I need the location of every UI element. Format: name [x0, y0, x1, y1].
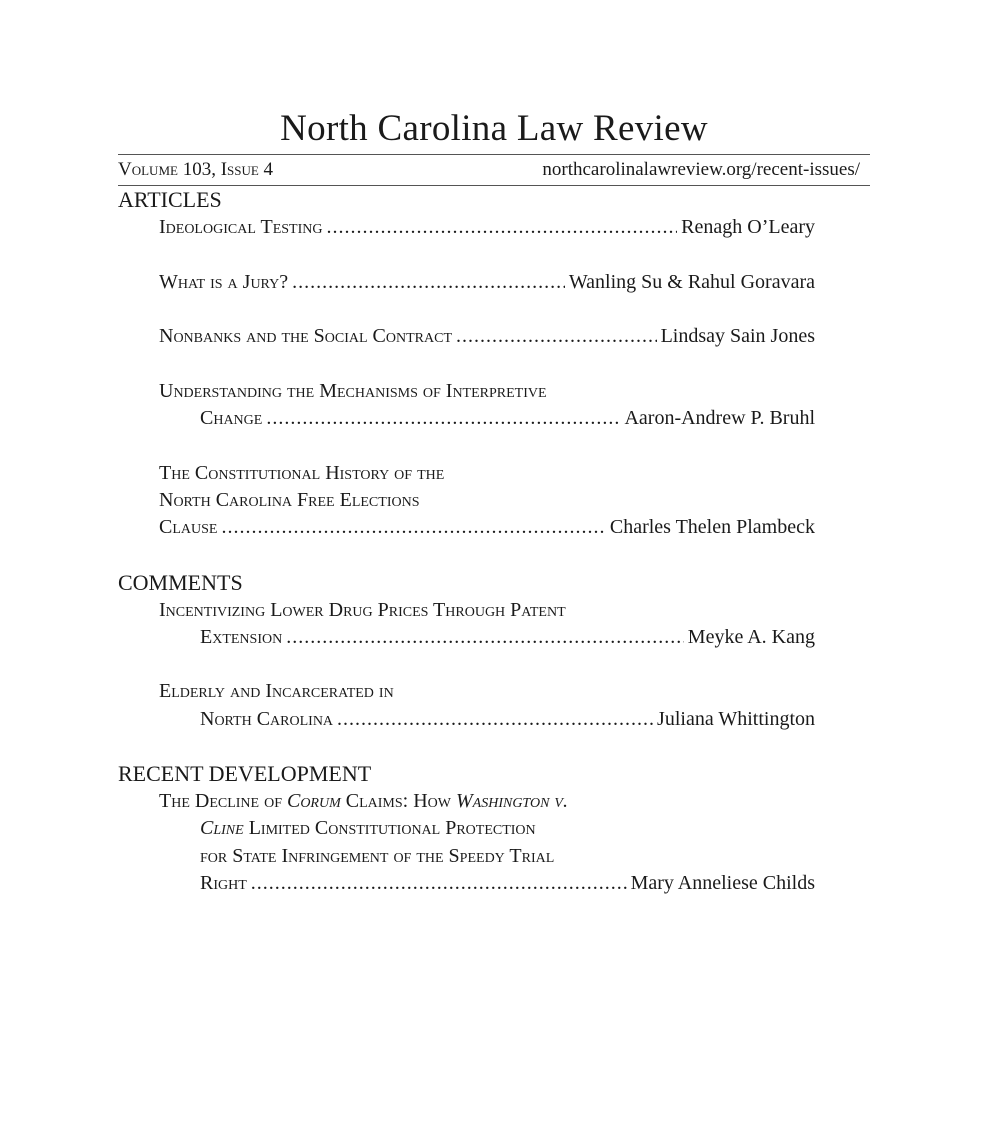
article-author: Meyke A. Kang — [687, 625, 815, 648]
dot-leader — [251, 870, 627, 897]
article-title-line: North Carolina Free Elections — [159, 488, 420, 511]
volume-issue: Volume 103, Issue 4 — [118, 159, 274, 180]
dot-leader — [327, 214, 678, 241]
section-heading-articles: ARTICLES — [118, 187, 222, 212]
dot-leader — [337, 706, 653, 733]
article-title-line: Understanding the Mechanisms of Interpretive — [159, 379, 547, 402]
article-author: Lindsay Sain Jones — [660, 325, 815, 348]
issue-url[interactable]: northcarolinalawreview.org/recent-issues/ — [542, 159, 860, 180]
table-of-contents-page — [118, 104, 870, 897]
article-title-line: Cline Limited Constitutional Protection — [200, 817, 536, 840]
article-title: Change — [200, 407, 263, 430]
article-title: Ideological Testing — [159, 216, 323, 238]
toc-entry-line — [159, 323, 815, 350]
article-title: Nonbanks and the Social Contract — [159, 325, 453, 348]
toc-entry[interactable] — [159, 788, 815, 897]
issue-meta-row — [118, 155, 870, 185]
section-heading-recent-development: RECENT DEVELOPMENT — [118, 761, 372, 787]
article-title: North Carolina — [200, 707, 334, 730]
dot-leader — [286, 624, 684, 651]
toc-entry[interactable] — [159, 678, 815, 733]
toc-entry[interactable] — [159, 269, 815, 296]
dot-leader — [221, 514, 605, 541]
toc-entry-line — [159, 269, 815, 296]
toc-entry-line — [159, 514, 815, 541]
article-title: Clause — [159, 516, 218, 539]
dot-leader — [292, 269, 565, 296]
toc-entry[interactable] — [159, 378, 815, 433]
journal-title: North Carolina Law Review — [280, 108, 708, 149]
dot-leader — [266, 405, 620, 432]
article-author: Aaron-Andrew P. Bruhl — [624, 407, 815, 430]
article-title: What is a Jury? — [159, 270, 289, 293]
article-title-line: The Decline of Corum Claims: How Washington v. — [159, 790, 568, 813]
article-author: Wanling Su & Rahul Goravara — [568, 270, 815, 293]
toc-entry-line — [159, 624, 815, 651]
article-author: Juliana Whittington — [657, 707, 815, 730]
article-author: Mary Anneliese Childs — [630, 871, 815, 894]
toc-entry-line — [159, 870, 815, 897]
article-title-line: Elderly and Incarcerated in — [159, 680, 394, 703]
toc-entry[interactable] — [159, 597, 815, 652]
article-title-line: for State Infringement of the Speedy Trial — [200, 844, 555, 867]
article-title: Right — [200, 871, 247, 894]
article-title-line: Incentivizing Lower Drug Prices Through Patent — [159, 598, 566, 621]
toc-entry-line — [159, 706, 815, 733]
article-author: Renagh O’Leary — [681, 216, 815, 238]
toc-entry[interactable] — [159, 460, 815, 542]
dot-leader — [456, 323, 657, 350]
article-title-line: The Constitutional History of the — [159, 461, 445, 484]
section-heading-comments: COMMENTS — [118, 569, 243, 595]
toc-entry-line — [159, 405, 815, 432]
toc-entry-line — [159, 214, 815, 241]
article-author: Charles Thelen Plambeck — [609, 516, 815, 539]
article-title: Extension — [200, 625, 283, 648]
toc-entry[interactable] — [159, 214, 815, 241]
toc-entry[interactable] — [159, 323, 815, 350]
